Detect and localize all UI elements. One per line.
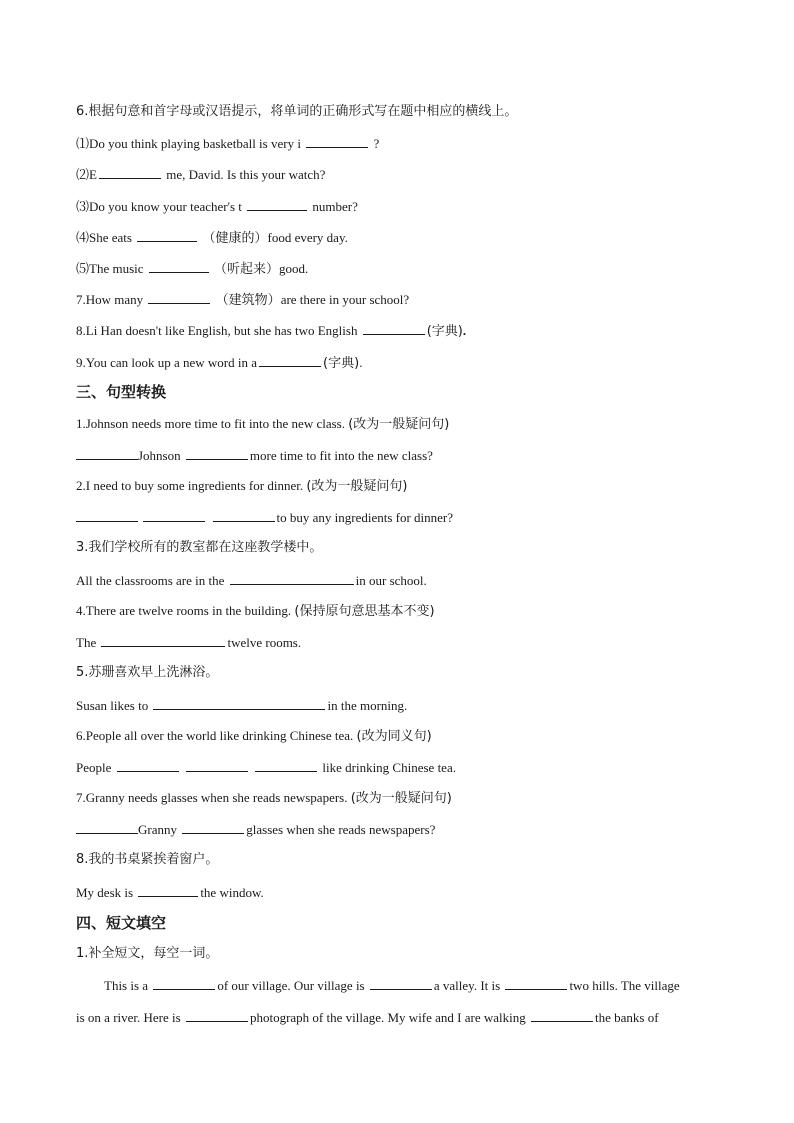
s3-q1-mid: Johnson	[138, 448, 181, 463]
s4-passage-line-2	[76, 1008, 659, 1027]
s3-q4-start: The	[76, 635, 97, 650]
q9-line	[76, 353, 362, 373]
s3-q1-prompt	[76, 415, 449, 434]
answer-blank[interactable]	[213, 508, 275, 522]
q6-item-3-end: number?	[312, 199, 358, 214]
s3-q8-answer	[76, 883, 264, 902]
s3-q7-answer	[76, 820, 435, 839]
answer-blank[interactable]	[182, 820, 244, 834]
answer-blank[interactable]	[76, 446, 138, 460]
s3-q7-end: glasses when she reads newspapers?	[246, 822, 436, 837]
q6-item-3	[76, 197, 358, 216]
s3-q2-note: (改为一般疑问句)	[306, 479, 408, 494]
s4-instruction: 1.补全短文，每空一词。	[76, 946, 219, 961]
answer-blank[interactable]	[255, 758, 317, 772]
answer-blank[interactable]	[186, 1008, 248, 1022]
s3-q4-text: 4.There are twelve rooms in the building.	[76, 603, 292, 618]
s3-q6-answer	[76, 758, 456, 777]
s3-q4-end: twelve rooms.	[227, 635, 302, 650]
s3-q6-text: 6.People all over the world like drinking Chinese tea.	[76, 728, 354, 743]
s3-q6-note: (改为同义句)	[356, 729, 432, 744]
s4-p2-s3: the banks of	[595, 1010, 659, 1025]
answer-blank[interactable]	[143, 508, 205, 522]
q6-item-1-text: ⑴Do you think playing basketball is very i	[76, 136, 301, 151]
s3-q3-prompt: 3.我们学校所有的教室都在这座教学楼中。	[76, 540, 323, 555]
answer-blank[interactable]	[101, 633, 225, 647]
q8-text: 8.Li Han doesn't like English, but she has two English	[76, 323, 358, 338]
q6-item-2-end: me, David. Is this your watch?	[166, 167, 326, 182]
s3-q3-end: in our school.	[355, 573, 427, 588]
q7-line	[76, 290, 409, 310]
answer-blank[interactable]	[306, 134, 368, 148]
s4-p1-s4: two hills. The village	[569, 978, 680, 993]
q6-item-4-text: ⑷She eats	[76, 230, 132, 245]
s3-q2-answer	[76, 508, 453, 527]
s4-passage-line-1	[104, 976, 680, 995]
answer-blank[interactable]	[99, 165, 161, 179]
answer-blank[interactable]	[186, 446, 248, 460]
q6-item-2-text: ⑵E	[76, 167, 97, 182]
q6-item-4-hint: （健康的）	[202, 231, 268, 246]
s3-q1-answer	[76, 446, 433, 465]
s3-q4-note: (保持原句意思基本不变)	[294, 604, 435, 619]
section-4-heading: 四、短文填空	[76, 914, 167, 932]
q6-title: 6.根据句意和首字母或汉语提示，将单词的正确形式写在题中相应的横线上。	[76, 104, 518, 119]
s3-q8-prompt: 8.我的书桌紧挨着窗户。	[76, 852, 219, 867]
answer-blank[interactable]	[137, 228, 197, 242]
s3-q5-answer	[76, 696, 407, 715]
s3-q5-prompt: 5.苏珊喜欢早上洗淋浴。	[76, 665, 219, 680]
answer-blank[interactable]	[370, 976, 432, 990]
s3-q6-start: People	[76, 760, 112, 775]
q6-item-4	[76, 228, 348, 248]
answer-blank[interactable]	[117, 758, 179, 772]
s3-q7-text: 7.Granny needs glasses when she reads newspapers.	[76, 790, 348, 805]
q6-item-1-end: ?	[373, 136, 380, 151]
answer-blank[interactable]	[153, 976, 215, 990]
q8-line	[76, 321, 466, 341]
s4-p2-s2: photograph of the village. My wife and I are walking	[249, 1010, 526, 1025]
s3-q2-text: 2.I need to buy some ingredients for dinner.	[76, 478, 304, 493]
s3-q1-text: 1.Johnson needs more time to fit into the new class.	[76, 416, 345, 431]
s3-q1-end: more time to fit into the new class?	[249, 448, 433, 463]
s3-q3-start: All the classrooms are in the	[76, 573, 225, 588]
s3-q4-prompt	[76, 602, 435, 621]
q7-end: are there in your school?	[280, 292, 410, 307]
answer-blank[interactable]	[363, 321, 425, 335]
s4-p1-s2: of our village. Our village is	[217, 978, 365, 993]
q6-item-5-text: ⑸The music	[76, 261, 144, 276]
s3-q5-start: Susan likes to	[76, 698, 149, 713]
s3-q2-prompt	[76, 477, 408, 496]
answer-blank[interactable]	[505, 976, 567, 990]
s3-q1-note: (改为一般疑问句)	[348, 417, 450, 432]
q9-text: 9.You can look up a new word in a	[76, 355, 258, 370]
s4-p1-s1: This is a	[104, 978, 149, 993]
q6-item-3-text: ⑶Do you know your teacher's t	[76, 199, 242, 214]
answer-blank[interactable]	[148, 290, 210, 304]
s3-q8-start: My desk is	[76, 885, 134, 900]
s4-p1-s3: a valley. It is	[433, 978, 501, 993]
s3-q3-answer	[76, 571, 427, 590]
answer-blank[interactable]	[186, 758, 248, 772]
s3-q6-prompt	[76, 727, 432, 746]
answer-blank[interactable]	[247, 197, 307, 211]
q8-hint: (字典)	[426, 324, 463, 339]
answer-blank[interactable]	[76, 508, 138, 522]
q9-end: .	[359, 355, 363, 370]
s3-q7-prompt	[76, 789, 452, 808]
answer-blank[interactable]	[531, 1008, 593, 1022]
answer-blank[interactable]	[230, 571, 354, 585]
s3-q8-end: the window.	[200, 885, 264, 900]
q9-hint: (字典)	[323, 356, 360, 371]
q6-item-4-end: food every day.	[267, 230, 348, 245]
q8-end: .	[462, 323, 467, 338]
answer-blank[interactable]	[153, 696, 325, 710]
s3-q7-note: (改为一般疑问句)	[350, 791, 452, 806]
q6-item-2	[76, 165, 325, 184]
s3-q7-mid: Granny	[138, 822, 177, 837]
answer-blank[interactable]	[138, 883, 198, 897]
s3-q5-end: in the morning.	[327, 698, 408, 713]
q6-item-5	[76, 259, 308, 279]
q7-hint: （建筑物）	[215, 293, 281, 308]
answer-blank[interactable]	[76, 820, 138, 834]
answer-blank[interactable]	[259, 353, 321, 367]
q6-item-5-end: good.	[279, 261, 309, 276]
s3-q4-answer	[76, 633, 301, 652]
s3-q2-end: to buy any ingredients for dinner?	[276, 510, 454, 525]
q6-item-5-hint: （听起来）	[214, 262, 280, 277]
q7-text: 7.How many	[76, 292, 144, 307]
s4-p2-s1: is on a river. Here is	[76, 1010, 181, 1025]
q6-item-1	[76, 134, 379, 153]
answer-blank[interactable]	[149, 259, 209, 273]
s3-q6-end: like drinking Chinese tea.	[322, 760, 456, 775]
section-3-heading: 三、句型转换	[76, 383, 167, 401]
